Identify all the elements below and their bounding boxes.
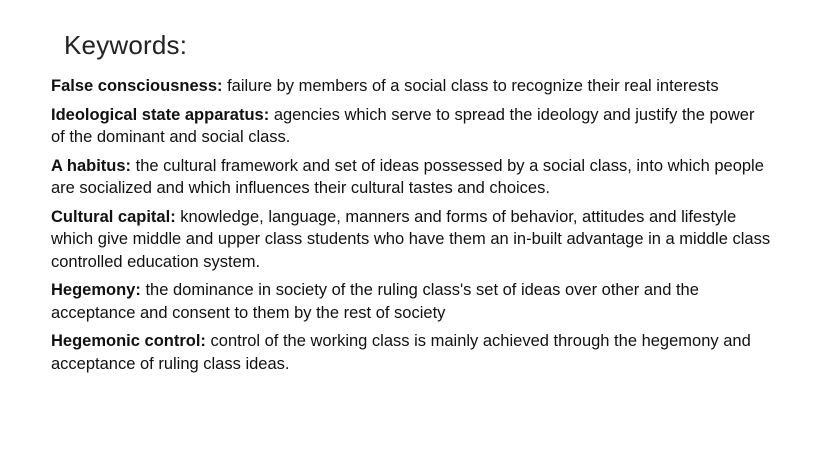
keyword-definition: control of the working class is mainly achieved through the hegemony and acceptance of ruling class ideas. <box>51 332 751 373</box>
keyword-list <box>51 75 771 381</box>
keyword-term: Cultural capital: <box>51 207 176 226</box>
keyword-item-hegemonic-control <box>51 330 771 375</box>
keyword-definition: failure by members of a social class to recognize their real interests <box>222 77 719 95</box>
slide-title: Keywords: <box>64 30 188 60</box>
keyword-definition: the dominance in society of the ruling class's set of ideas over other and the acceptance and consent to them by the rest of society <box>51 281 699 322</box>
keyword-definition: the cultural framework and set of ideas possessed by a social class, into which people are socialized and which influences their cultural tastes and choices. <box>51 156 764 197</box>
keyword-item-cultural-capital <box>51 206 771 274</box>
keyword-item-habitus <box>51 155 771 200</box>
keyword-item-ideological-state-apparatus <box>51 104 771 149</box>
keyword-term: Hegemony: <box>51 281 141 299</box>
keyword-term: False consciousness: <box>51 77 223 95</box>
keyword-item-false-consciousness <box>51 75 771 98</box>
keyword-definition: knowledge, language, manners and forms of behavior, attitudes and lifestyle which give middle and upper class students who have them an in-built advantage in a middle class controlled education system. <box>51 207 771 271</box>
keyword-item-hegemony <box>51 279 771 324</box>
keyword-definition: agencies which serve to spread the ideology and justify the power of the dominant and social class. <box>51 105 755 146</box>
keyword-term: A habitus: <box>51 156 132 175</box>
keyword-term: Ideological state apparatus: <box>51 105 270 124</box>
keyword-term: Hegemonic control: <box>51 332 206 350</box>
